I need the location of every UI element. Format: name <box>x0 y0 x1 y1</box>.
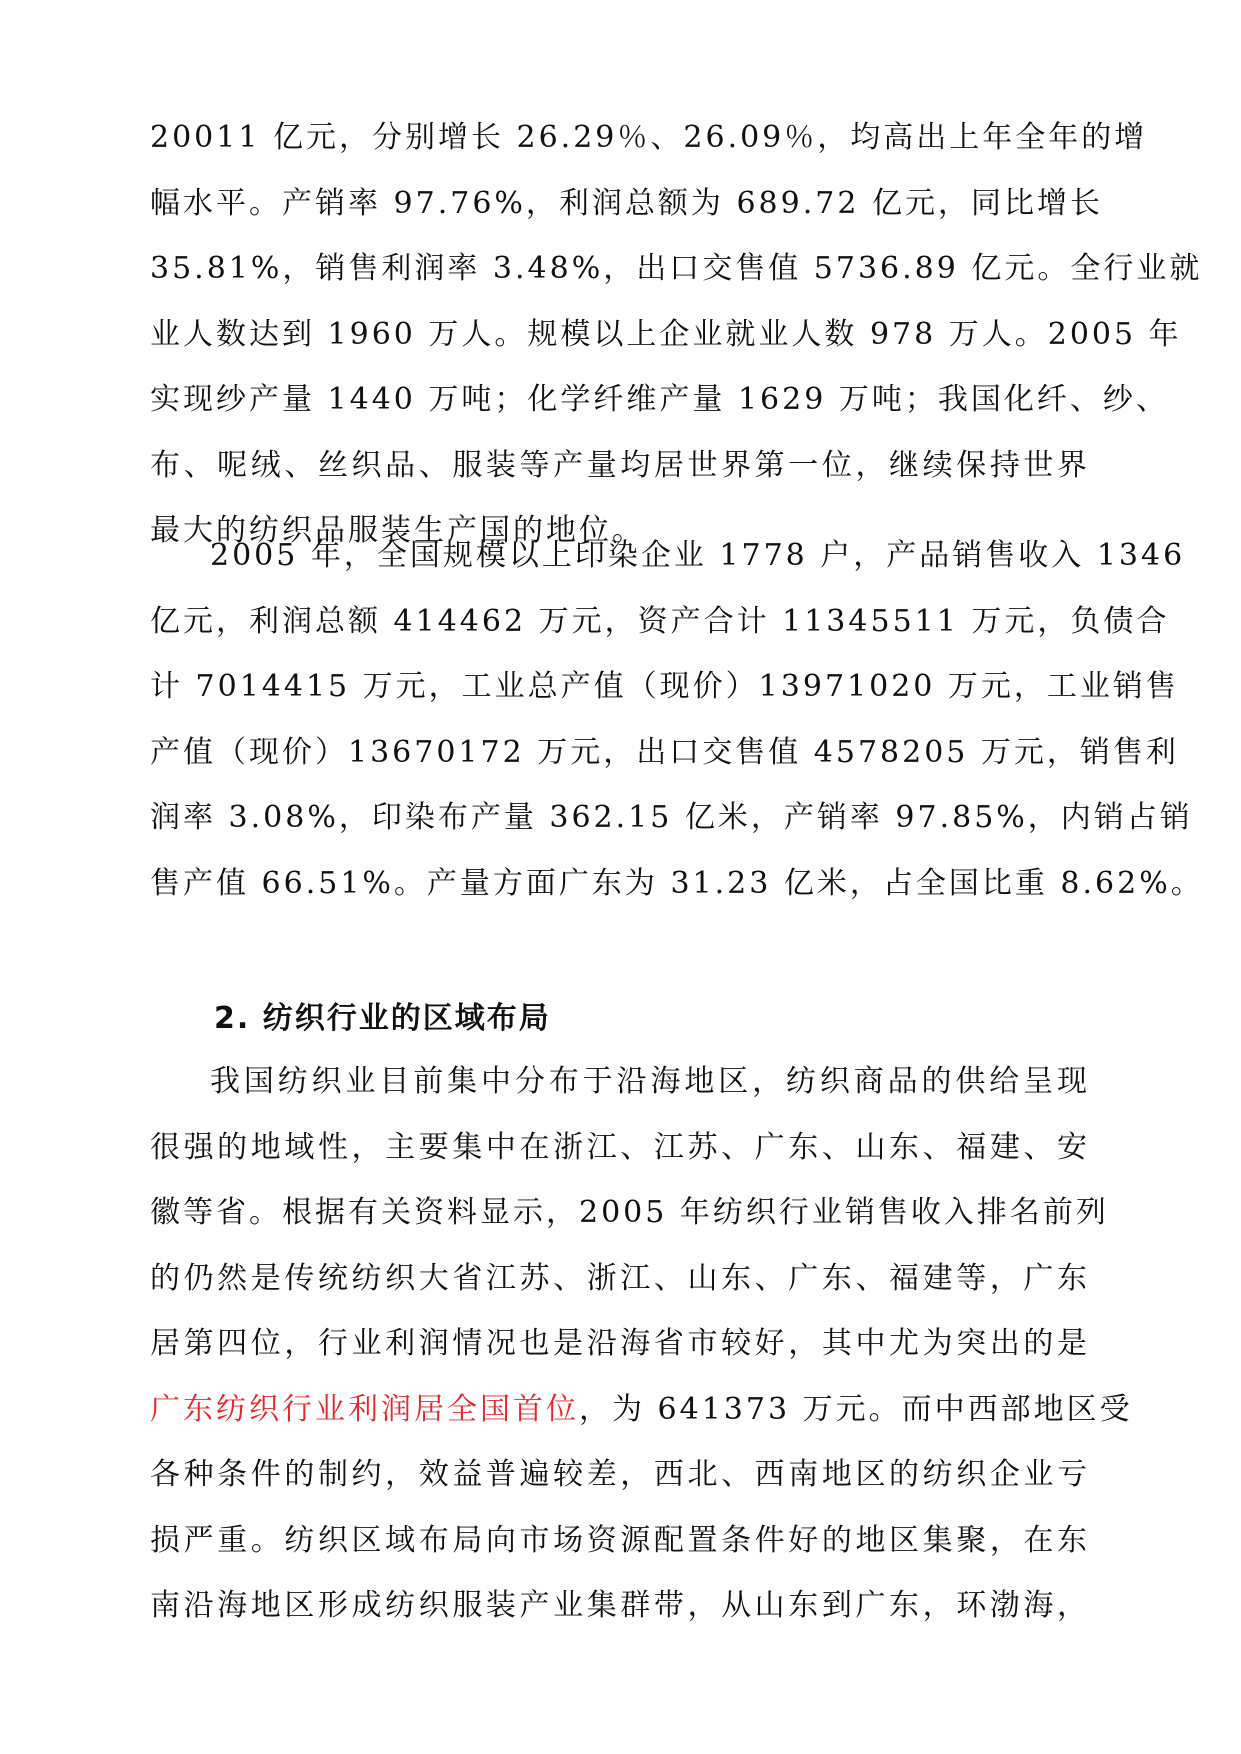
text-line: 润率 3.08%，印染布产量 362.15 亿米，产销率 97.85%，内销占销 <box>150 800 1193 835</box>
text-line: 产值（现价）13670172 万元，出口交售值 4578205 万元，销售利 <box>150 734 1179 770</box>
text-line: 徽等省。根据有关资料显示，2005 年纺织行业销售收入排名前列 <box>150 1195 1109 1230</box>
text-line: 损严重。纺织区域布局向市场资源配置条件好的地区集聚，在东 <box>150 1522 1090 1558</box>
text-line: 2005 年，全国规模以上印染企业 1778 户，产品销售收入 1346 <box>210 538 1186 573</box>
text-line: 35.81%，销售利润率 3.48%，出口交售值 5736.89 亿元。全行业就 <box>150 251 1203 286</box>
text-line: 各种条件的制约，效益普遍较差，西北、西南地区的纺织企业亏 <box>150 1457 1090 1492</box>
text-line: 我国纺织业目前集中分布于沿海地区，纺织商品的供给呈现 <box>210 1064 1090 1099</box>
text-line: 很强的地域性，主要集中在浙江、江苏、广东、山东、福建、安 <box>150 1129 1090 1165</box>
paragraph-statistics-overview <box>150 105 1203 564</box>
text-line: 实现纱产量 1440 万吨；化学纤维产量 1629 万吨；我国化纤、纱、 <box>150 382 1169 417</box>
text-line: 计 7014415 万元，工业总产值（现价）13971020 万元，工业销售 <box>150 669 1179 704</box>
text-line: 居第四位，行业利润情况也是沿海省市较好，其中尤为突出的是 <box>150 1326 1090 1361</box>
text-line: 的仍然是传统纺织大省江苏、浙江、山东、广东、福建等，广东 <box>150 1260 1090 1296</box>
text-line: 幅水平。产销率 97.76%，利润总额为 689.72 亿元，同比增长 <box>150 185 1103 221</box>
text-line: 20011 亿元，分别增长 26.29％、26.09％，均高出上年全年的增 <box>150 120 1148 155</box>
text-line: 售产值 66.51%。产量方面广东为 31.23 亿米，占全国比重 8.62%。 <box>150 865 1204 901</box>
paragraph-printing-dyeing <box>150 523 1204 916</box>
text-line: 最大的纺织品服装生产国的地位。 <box>150 513 645 548</box>
text-line-highlight <box>150 1377 1133 1443</box>
text-line: 南沿海地区形成纺织服装产业集群带，从山东到广东，环渤海， <box>150 1588 1090 1623</box>
text-line: 布、呢绒、丝织品、服装等产量均居世界第一位，继续保持世界 <box>150 447 1090 483</box>
section-heading: 2. 纺织行业的区域布局 <box>214 1001 551 1036</box>
text-fragment: ，为 641373 万元。而中西部地区受 <box>579 1391 1133 1427</box>
text-line: 亿元，利润总额 414462 万元，资产合计 11345511 万元，负债合 <box>150 603 1170 639</box>
highlighted-text: 广东纺织行业利润居全国首位 <box>150 1391 579 1427</box>
paragraph-regional-layout <box>150 1049 1133 1639</box>
text-line: 业人数达到 1960 万人。规模以上企业就业人数 978 万人。2005 年 <box>150 316 1182 352</box>
